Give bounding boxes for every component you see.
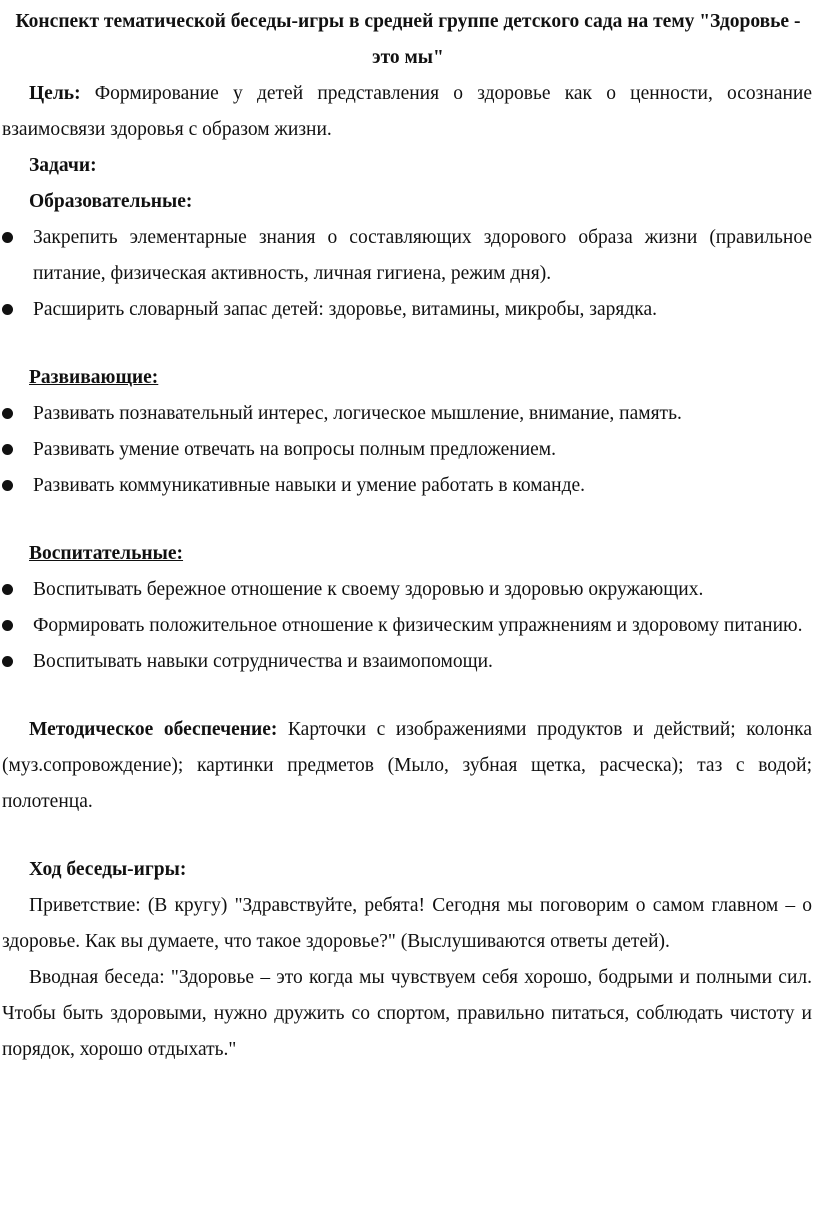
developmental-heading: Развивающие: (29, 367, 159, 388)
bullet-icon (2, 480, 13, 491)
course-paragraph-greeting: Приветствие: (В кругу) "Здравствуйте, ребята! Сегодня мы поговорим о самом главном – о здоровье. Как вы думаете, что такое здоровье?" (Выслушиваются ответы детей). (2, 895, 812, 952)
bullet-icon (2, 408, 13, 419)
developmental-list (0, 396, 816, 504)
goal-paragraph (2, 76, 812, 148)
spacer (0, 820, 816, 852)
spacer (0, 680, 816, 712)
bullet-icon (2, 584, 13, 595)
materials-text: Карточки с изображениями продуктов и действий; колонка (муз.сопровождение); картинки предметов (Мыло, зубная щетка, расческа); таз с водой; полотенца. (2, 719, 812, 812)
bullet-icon (2, 656, 13, 667)
bullet-icon (2, 304, 13, 315)
materials-paragraph (2, 712, 812, 820)
bullet-icon (2, 620, 13, 631)
list-item: Развивать коммуникативные навыки и умение работать в команде. (0, 468, 812, 504)
list-item: Воспитывать навыки сотрудничества и взаимопомощи. (0, 644, 812, 680)
list-item: Развивать умение отвечать на вопросы полным предложением. (0, 432, 812, 468)
bullet-icon (2, 232, 13, 243)
list-item: Формировать положительное отношение к физическим упражнениям и здоровому питанию. (0, 608, 812, 644)
upbringing-heading: Воспитательные: (29, 543, 184, 564)
spacer (0, 504, 816, 536)
list-item: Расширить словарный запас детей: здоровье, витамины, микробы, зарядка. (0, 292, 812, 328)
materials-label: Методическое обеспечение: (29, 719, 278, 740)
bullet-icon (2, 444, 13, 455)
list-item: Развивать познавательный интерес, логическое мышление, внимание, память. (0, 396, 812, 432)
course-heading: Ход беседы-игры: (29, 859, 187, 880)
educational-list (0, 220, 816, 328)
educational-heading: Образовательные: (29, 191, 193, 212)
list-item: Воспитывать бережное отношение к своему здоровью и здоровью окружающих. (0, 572, 812, 608)
list-item: Закрепить элементарные знания о составляющих здорового образа жизни (правильное питание, физическая активность, личная гигиена, режим дня). (0, 220, 812, 292)
tasks-heading: Задачи: (29, 155, 97, 176)
upbringing-list (0, 572, 816, 680)
spacer (0, 328, 816, 360)
goal-label: Цель: (29, 83, 81, 104)
course-paragraph-intro: Вводная беседа: "Здоровье – это когда мы чувствуем себя хорошо, бодрыми и полными сил. Чтобы быть здоровыми, нужно дружить со спортом, правильно питаться, соблюдать чистоту и порядок, хорошо отдыхать." (2, 967, 812, 1060)
document-title: Конспект тематической беседы-игры в средней группе детского сада на тему "Здоровье - это мы" (15, 11, 801, 68)
goal-text: Формирование у детей представления о здоровье как о ценности, осознание взаимосвязи здоровья с образом жизни. (2, 83, 812, 140)
